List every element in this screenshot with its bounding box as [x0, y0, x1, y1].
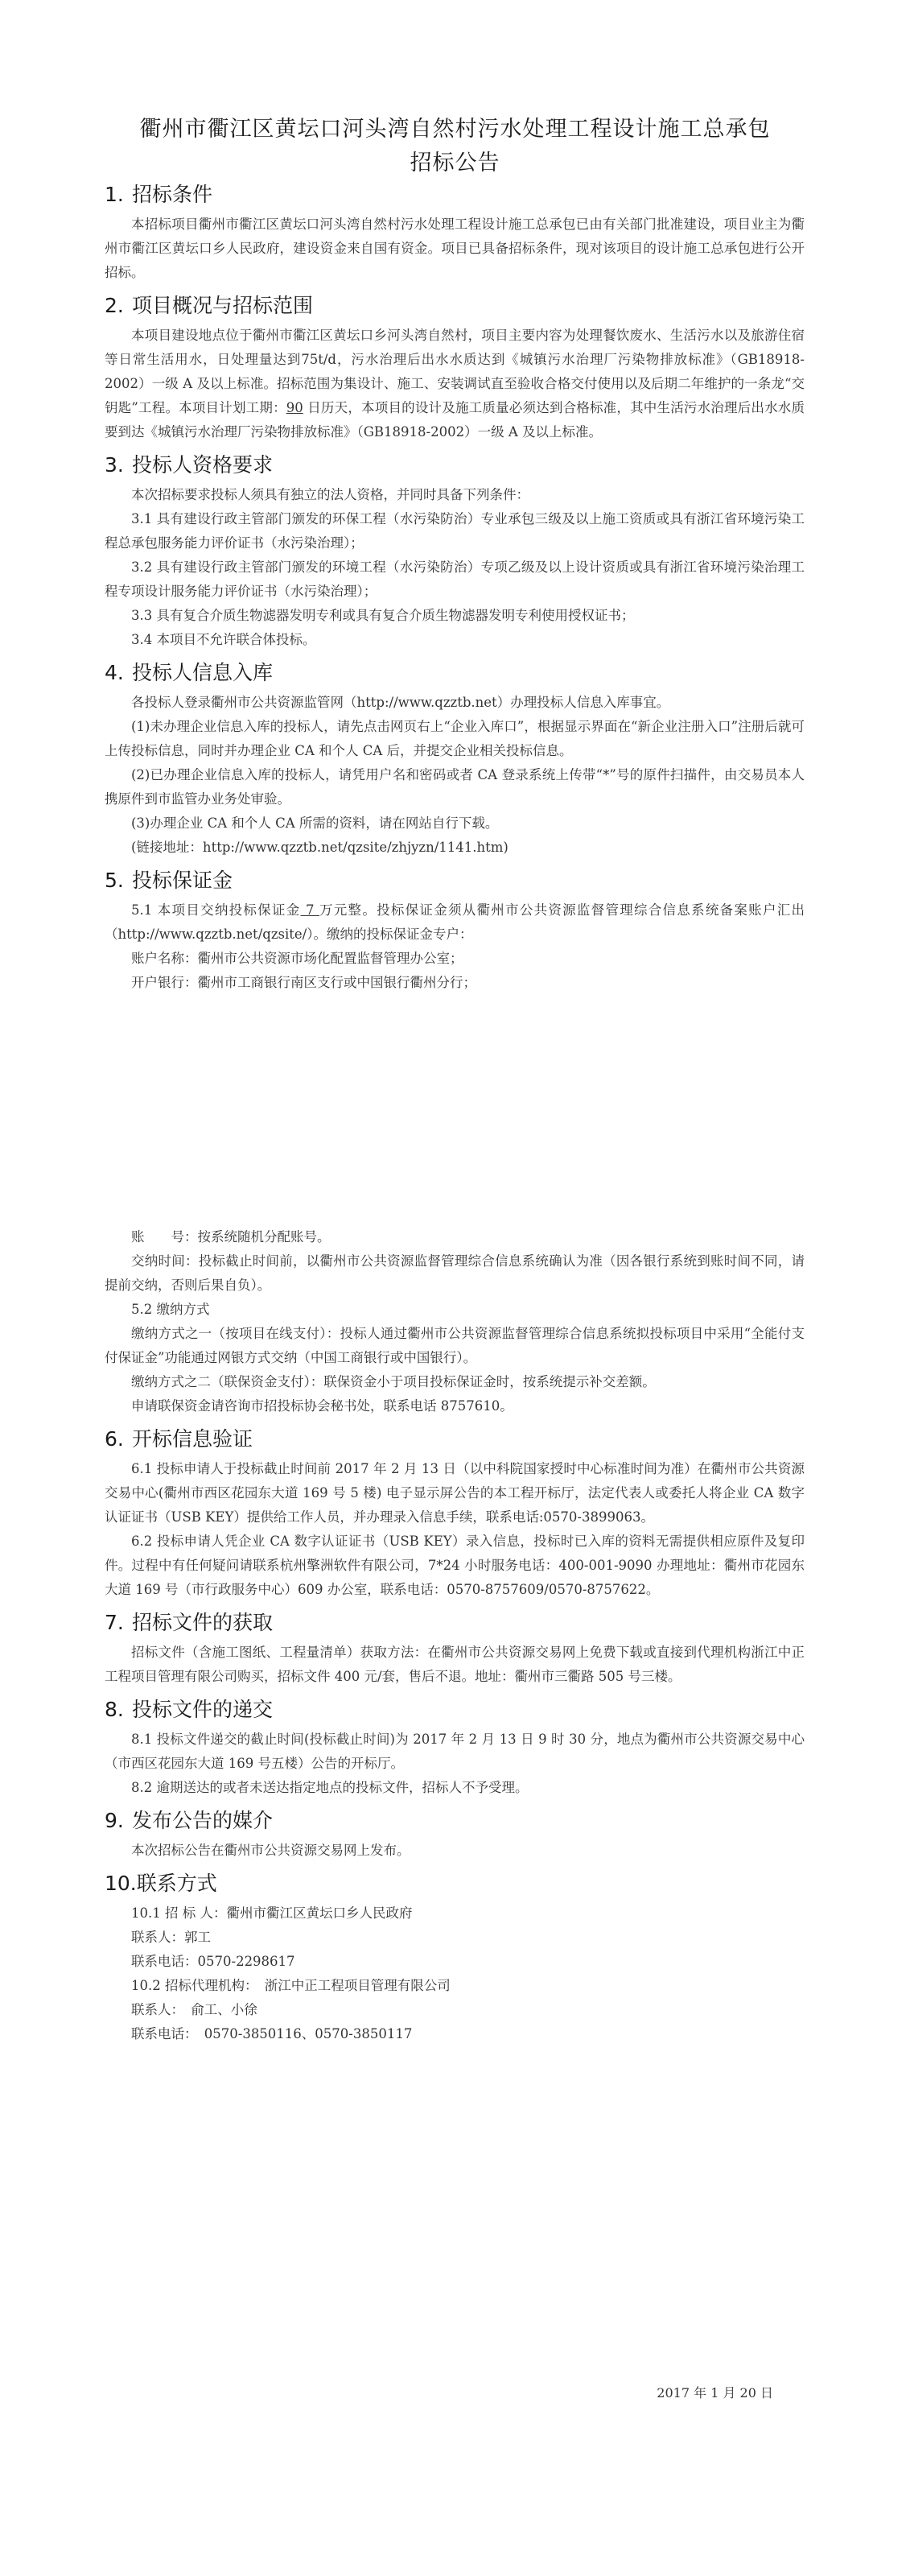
section-heading-1 — [105, 180, 805, 209]
paragraph — [105, 324, 805, 444]
section-heading-6 — [105, 1425, 805, 1454]
paragraph: 3.2 具有建设行政主管部门颁发的环境工程（水污染防治）专项乙级及以上设计资质或具有浙江省环境污染治理工程专项设计服务能力评价证书（水污染治理）； — [105, 559, 805, 599]
paragraph: 5.2 缴纳方式 — [131, 1302, 210, 1317]
section-heading-9 — [105, 1806, 805, 1835]
paragraph: 本次招标要求投标人须具有独立的法人资格，并同时具备下列条件： — [131, 487, 529, 502]
paragraph: 账 号：按系统随机分配账号。 — [131, 1229, 331, 1245]
paragraph: 交纳时间：投标截止时间前，以衢州市公共资源监督管理综合信息系统确认为准（因各银行系统到账时间不同，请提前交纳，否则后果自负）。 — [105, 1253, 805, 1293]
document-title — [0, 113, 910, 180]
text-run: 5.1 本项目交纳投标保证金 — [131, 902, 301, 918]
contact-line: 联系电话： 0570-3850116、0570-3850117 — [131, 2026, 413, 2041]
section-title: 投标人资格要求 — [132, 453, 274, 477]
section-title: 联系方式 — [136, 1872, 217, 1895]
paragraph: 缴纳方式之一（按项目在线支付）：投标人通过衢州市公共资源监督管理综合信息系统拟投标项目中采用“全能付支付保证金”功能通过网银方式交纳（中国工商银行或中国银行）。 — [105, 1326, 805, 1365]
section-number: 2. — [105, 294, 124, 317]
section-title: 投标文件的递交 — [132, 1698, 274, 1721]
paragraph: 6.1 投标申请人于投标截止时间前 2017 年 2 月 13 日（以中科院国家授时中心标准时间为准）在衢州市公共资源交易中心(衢州市西区花园东大道 169 号 5 楼) 电子显示屏公告的本工程开标厅，法定代表人或委托人将企业 CA 数字认证证书（USB KEY）提供给工作人员，并办理录入信息手续，联系电话:0570-3899063。 — [105, 1461, 805, 1525]
text-run: 万元整。投标保证金须从衢州市公共资源监督管理综合信息系统备案账户汇出（http://www.qzztb.net/qzsite/）。缴纳的投标保证金专户： — [105, 902, 805, 942]
section-number: 3. — [105, 453, 124, 477]
paragraph: 招标文件（含施工图纸、工程量清单）获取方法：在衢州市公共资源交易网上免费下载或直接到代理机构浙江中正工程项目管理有限公司购买，招标文件 400 元/套，售后不退。地址：衢州市三衢路 505 号三楼。 — [105, 1645, 805, 1684]
document-body — [105, 174, 805, 2046]
section-heading-2 — [105, 291, 805, 320]
section-number: 6. — [105, 1427, 124, 1451]
title-line-2: 招标公告 — [410, 151, 500, 175]
section-number: 1. — [105, 183, 124, 206]
contact-line: 联系人： 俞工、小徐 — [131, 2002, 257, 2017]
paragraph: 各投标人登录衢州市公共资源监管网（http://www.qzztb.net）办理投标人信息入库事宜。 — [131, 695, 670, 710]
blank-area — [105, 995, 805, 1225]
section-title: 发布公告的媒介 — [132, 1809, 274, 1832]
section-number: 8. — [105, 1698, 124, 1721]
section-heading-8 — [105, 1695, 805, 1724]
section-heading-5 — [105, 866, 805, 895]
paragraph: 3.1 具有建设行政主管部门颁发的环保工程（水污染防治）专业承包三级及以上施工资质或具有浙江省环境污染工程总承包服务能力评价证书（水污染治理）； — [105, 511, 805, 551]
paragraph: 8.1 投标文件递交的截止时间(投标截止时间)为 2017 年 2 月 13 日 9 时 30 分，地点为衢州市公共资源交易中心（市西区花园东大道 169 号五楼）公告的开标厅。 — [105, 1732, 805, 1771]
section-heading-3 — [105, 451, 805, 480]
section-number: 5. — [105, 869, 124, 892]
section-heading-4 — [105, 658, 805, 687]
section-title: 招标文件的获取 — [132, 1611, 274, 1634]
deposit-amount: 7 — [300, 902, 320, 918]
paragraph: (3)办理企业 CA 和个人 CA 所需的资料，请在网站自行下载。 — [131, 815, 499, 831]
section-title: 开标信息验证 — [132, 1427, 253, 1451]
section-title: 投标保证金 — [132, 869, 233, 892]
title-line-1: 衢州市衢江区黄坛口河头湾自然村污水处理工程设计施工总承包 — [139, 117, 771, 142]
paragraph: 账户名称：衢州市公共资源市场化配置监督管理办公室； — [131, 951, 463, 966]
paragraph: (2)已办理企业信息入库的投标人，请凭用户名和密码或者 CA 登录系统上传带“*”号的原件扫描件，由交易员本人携原件到市监管办业务处审验。 — [105, 767, 805, 807]
paragraph — [105, 898, 805, 947]
contact-line: 10.2 招标代理机构： 浙江中正工程项目管理有限公司 — [131, 1978, 451, 1993]
paragraph: 3.4 本项目不允许联合体投标。 — [131, 632, 316, 647]
paragraph: 本次招标公告在衢州市公共资源交易网上发布。 — [131, 1843, 410, 1858]
contact-line: 联系人：郭工 — [131, 1930, 211, 1945]
section-title: 项目概况与招标范围 — [132, 294, 314, 317]
work-period-days: 90 — [286, 400, 303, 415]
link-address: (链接地址：http://www.qzztb.net/qzsite/zhjyzn/1141.htm) — [131, 840, 509, 855]
section-title: 投标人信息入库 — [132, 661, 274, 684]
section-title: 招标条件 — [132, 183, 213, 206]
contact-line: 10.1 招 标 人：衢州市衢江区黄坛口乡人民政府 — [131, 1905, 413, 1921]
section-heading-10 — [105, 1869, 805, 1898]
text-run: 本项目建设地点位于衢州市衢江区黄坛口乡河头湾自然村，项目主要内容为处理餐饮废水、生活污水以及旅游住宿等日常生活用水，日处理量达到75t/d，污水治理后出水水质达到《城镇污水治理厂污染物排放标准》（GB18918-2002）一级 A 及以上标准。招标范围为集设计、施工、安装调试直至验收合格交付使用以及后期二年维护的一条龙“交钥匙”工程。本项目计划工期： — [105, 328, 805, 415]
contact-line: 联系电话：0570-2298617 — [131, 1954, 295, 1969]
paragraph: 缴纳方式之二（联保资金支付）：联保资金小于项目投标保证金时，按系统提示补交差额。 — [131, 1374, 656, 1389]
section-heading-7 — [105, 1608, 805, 1637]
section-number: 4. — [105, 661, 124, 684]
paragraph: 本招标项目衢州市衢江区黄坛口河头湾自然村污水处理工程设计施工总承包已由有关部门批准建设，项目业主为衢州市衢江区黄坛口乡人民政府，建设资金来自国有资金。项目已具备招标条件，现对该项目的设计施工总承包进行公开招标。 — [105, 217, 805, 280]
paragraph: (1)未办理企业信息入库的投标人，请先点击网页右上“企业入库口”，根据显示界面在“新企业注册入口”注册后就可上传投标信息，同时并办理企业 CA 和个人 CA 后，并提交企业相关投标信息。 — [105, 719, 805, 758]
document-date: 2017 年 1 月 20 日 — [657, 2385, 773, 2401]
paragraph: 开户银行：衢州市工商银行南区支行或中国银行衢州分行； — [131, 975, 476, 990]
text-run: 日历天，本项目的设计及施工质量必须达到合格标准，其中生活污水治理后出水水质要到达《城镇污水治理厂污染物排放标准》（GB18918-2002）一级 A 及以上标准。 — [105, 400, 805, 440]
paragraph: 3.3 具有复合介质生物滤器发明专利或具有复合介质生物滤器发明专利使用授权证书； — [131, 608, 635, 623]
paragraph: 申请联保资金请咨询市招投标协会秘书处，联系电话 8757610。 — [131, 1398, 513, 1414]
section-number: 7. — [105, 1611, 124, 1634]
paragraph: 6.2 投标申请人凭企业 CA 数字认证证书（USB KEY）录入信息，投标时已入库的资料无需提供相应原件及复印件。过程中有任何疑问请联系杭州擎洲软件有限公司，7*24 小时服务电话：400-001-9090 办理地址：衢州市花园东大道 169 号（市行政服务中心）609 办公室，联系电话：0570-8757609/0570-8757622。 — [105, 1534, 805, 1597]
paragraph: 8.2 逾期送达的或者未送达指定地点的投标文件，招标人不予受理。 — [131, 1780, 529, 1795]
section-number: 9. — [105, 1809, 124, 1832]
section-number: 10. — [105, 1872, 137, 1895]
